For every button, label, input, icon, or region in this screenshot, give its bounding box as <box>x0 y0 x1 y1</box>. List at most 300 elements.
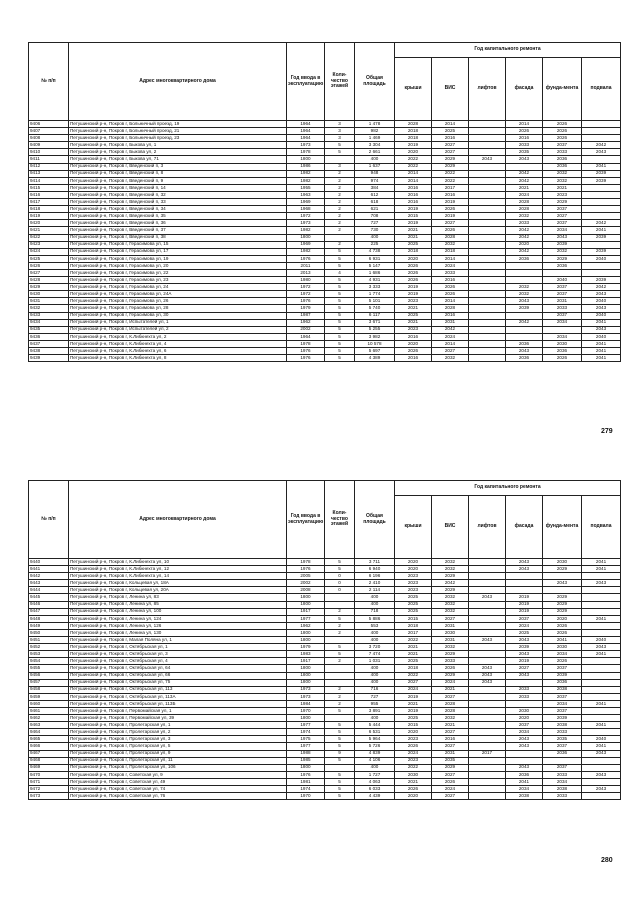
cell-year-built: 1978 <box>287 149 325 156</box>
cell-year-built: 1800 <box>287 665 325 672</box>
cell-basement <box>582 672 621 679</box>
cell-basement: 2041 <box>582 722 621 729</box>
cell-floors: 2 <box>325 693 355 700</box>
cell-num: 9432 <box>29 305 69 312</box>
cell-num: 9415 <box>29 184 69 191</box>
cell-year-built: 1972 <box>287 284 325 291</box>
cell-facade: 2021 <box>506 184 543 191</box>
cell-facade: 2024 <box>506 622 543 629</box>
register-table <box>28 42 621 362</box>
cell-num: 9436 <box>29 333 69 340</box>
cell-basement <box>582 156 621 163</box>
cell-address: Петушинский р-н, Покров г, Октябрьская ул, 64 <box>69 665 287 672</box>
cell-elevators <box>469 333 506 340</box>
table-row <box>29 743 621 750</box>
cell-floors: 2 <box>325 686 355 693</box>
cell-floors <box>325 665 355 672</box>
cell-address: Петушинский р-н, Покров г, К.Либкнехта ул, 14 <box>69 573 287 580</box>
cell-address: Петушинский р-н, Покров г, Ленина ул, 83 <box>69 594 287 601</box>
cell-area: 4 439 <box>355 793 395 800</box>
cell-area: 1 774 <box>355 291 395 298</box>
cell-area: 2 661 <box>355 149 395 156</box>
cell-basement <box>582 191 621 198</box>
cell-basement <box>582 622 621 629</box>
cell-facade: 2026 <box>506 128 543 135</box>
cell-area: 982 <box>355 128 395 135</box>
table-row <box>29 241 621 248</box>
cell-floors: 5 <box>325 333 355 340</box>
register-table <box>28 480 621 800</box>
cell-vis: 2014 <box>432 121 469 128</box>
cell-num: 9427 <box>29 269 69 276</box>
cell-vis: 2029 <box>432 651 469 658</box>
cell-year-built: 1800 <box>287 629 325 636</box>
cell-num: 9452 <box>29 644 69 651</box>
cell-facade: 2034 <box>506 786 543 793</box>
cell-num: 9429 <box>29 284 69 291</box>
cell-elevators <box>469 729 506 736</box>
cell-floors: 5 <box>325 743 355 750</box>
cell-vis: 2027 <box>432 149 469 156</box>
cell-area: 400 <box>355 629 395 636</box>
cell-year-built: 2002 <box>287 326 325 333</box>
cell-year-built: 2013 <box>287 269 325 276</box>
cell-year-built: 1985 <box>287 757 325 764</box>
cell-facade: 2019 <box>506 601 543 608</box>
cell-address: Петушинский р-н, Покров г, Октябрьская ул, 1 <box>69 644 287 651</box>
cell-roof: 2023 <box>395 587 432 594</box>
cell-num: 9419 <box>29 213 69 220</box>
cell-num: 9460 <box>29 700 69 707</box>
table-row <box>29 319 621 326</box>
cell-elevators <box>469 227 506 234</box>
cell-roof: 2022 <box>395 156 432 163</box>
cell-num: 9459 <box>29 693 69 700</box>
cell-basement <box>582 764 621 771</box>
cell-year-built: 1800 <box>287 715 325 722</box>
cell-num: 9463 <box>29 722 69 729</box>
table-row <box>29 644 621 651</box>
cell-facade: 2032 <box>506 291 543 298</box>
cell-num: 9411 <box>29 156 69 163</box>
cell-address: Петушинский р-н, Покров г, Октябрьская ул, 3 <box>69 651 287 658</box>
cell-roof: 2020 <box>395 149 432 156</box>
cell-vis: 2028 <box>432 305 469 312</box>
cell-year-built: 1982 <box>287 170 325 177</box>
cell-year-built: 1973 <box>287 142 325 149</box>
table-row <box>29 206 621 213</box>
table-row <box>29 658 621 665</box>
cell-vis: 2027 <box>432 729 469 736</box>
cell-area: 400 <box>355 715 395 722</box>
cell-basement: 2043 <box>582 149 621 156</box>
cell-basement: 2041 <box>582 163 621 170</box>
cell-floors <box>325 234 355 241</box>
cell-foundation: 2037 <box>543 312 582 319</box>
cell-foundation: 2037 <box>543 206 582 213</box>
cell-roof: 2023 <box>395 736 432 743</box>
table-row <box>29 184 621 191</box>
cell-roof: 2025 <box>395 715 432 722</box>
cell-facade <box>506 573 543 580</box>
cell-basement: 2042 <box>582 220 621 227</box>
table-row <box>29 672 621 679</box>
header-floors: Коли-чество этажей <box>325 43 355 121</box>
cell-area: 974 <box>355 177 395 184</box>
cell-floors: 2 <box>325 199 355 206</box>
header-roof: крыши <box>395 496 432 559</box>
cell-facade: 2033 <box>506 686 543 693</box>
cell-area: 1 686 <box>355 269 395 276</box>
cell-roof: 2018 <box>395 248 432 255</box>
cell-floors: 2 <box>325 658 355 665</box>
cell-vis: 2018 <box>432 248 469 255</box>
cell-foundation: 2038 <box>543 786 582 793</box>
cell-facade: 2030 <box>506 707 543 714</box>
cell-num: 9438 <box>29 348 69 355</box>
cell-basement: 2039 <box>582 234 621 241</box>
cell-year-built: 1970 <box>287 707 325 714</box>
cell-facade: 2042 <box>506 177 543 184</box>
table-row <box>29 559 621 566</box>
cell-elevators <box>469 651 506 658</box>
cell-year-built: 1976 <box>287 348 325 355</box>
table-row <box>29 757 621 764</box>
table-row <box>29 715 621 722</box>
cell-basement: 2039 <box>582 248 621 255</box>
cell-area: 5 726 <box>355 743 395 750</box>
cell-vis: 2032 <box>432 715 469 722</box>
cell-area: 6 196 <box>355 573 395 580</box>
table-row <box>29 305 621 312</box>
cell-vis: 2027 <box>432 142 469 149</box>
cell-elevators <box>469 658 506 665</box>
cell-address: Петушинский р-н, Покров г, Пролетарская ул, 2 <box>69 729 287 736</box>
cell-foundation: 2036 <box>543 163 582 170</box>
cell-roof: 2023 <box>395 580 432 587</box>
table-row <box>29 326 621 333</box>
cell-facade <box>506 277 543 284</box>
cell-year-built: 1962 <box>287 622 325 629</box>
cell-elevators <box>469 355 506 362</box>
cell-floors: 5 <box>325 262 355 269</box>
cell-facade: 2033 <box>506 142 543 149</box>
cell-elevators <box>469 135 506 142</box>
cell-foundation: 2034 <box>543 333 582 340</box>
cell-floors: 0 <box>325 587 355 594</box>
cell-floors <box>325 601 355 608</box>
cell-vis: 2029 <box>432 587 469 594</box>
table-row <box>29 573 621 580</box>
cell-elevators <box>469 566 506 573</box>
cell-roof: 2025 <box>395 608 432 615</box>
cell-foundation: 2030 <box>543 559 582 566</box>
table-row <box>29 262 621 269</box>
cell-elevators <box>469 128 506 135</box>
cell-elevators <box>469 686 506 693</box>
cell-facade <box>506 750 543 757</box>
cell-basement <box>582 184 621 191</box>
cell-facade: 2038 <box>506 793 543 800</box>
table-row <box>29 736 621 743</box>
cell-roof: 2018 <box>395 135 432 142</box>
cell-address: Петушинский р-н, Покров г, Герасимова ул, 24 <box>69 284 287 291</box>
cell-year-built: 1977 <box>287 722 325 729</box>
cell-vis: 2042 <box>432 326 469 333</box>
cell-area: 225 <box>355 241 395 248</box>
cell-facade: 2043 <box>506 672 543 679</box>
cell-year-built: 1973 <box>287 686 325 693</box>
cell-facade: 2019 <box>506 594 543 601</box>
cell-area: 6 117 <box>355 312 395 319</box>
cell-facade: 2034 <box>506 729 543 736</box>
cell-area: 3 982 <box>355 333 395 340</box>
cell-basement <box>582 262 621 269</box>
cell-address: Петушинский р-н, Покров г, Больничный проезд, 19 <box>69 121 287 128</box>
cell-num: 9465 <box>29 736 69 743</box>
cell-elevators: 2043 <box>469 637 506 644</box>
cell-address: Петушинский р-н, Покров г, Герасимова ул, 30 <box>69 312 287 319</box>
table-row <box>29 312 621 319</box>
cell-foundation: 2041 <box>543 637 582 644</box>
table-row <box>29 764 621 771</box>
cell-area: 4 839 <box>355 750 395 757</box>
cell-num: 9444 <box>29 587 69 594</box>
cell-num: 9428 <box>29 277 69 284</box>
cell-roof: 2023 <box>395 298 432 305</box>
cell-address: Петушинский р-н, Покров г, Введенский п, 36 <box>69 220 287 227</box>
header-foundation: фунда-мента <box>543 58 582 121</box>
cell-foundation <box>543 269 582 276</box>
cell-floors: 2 <box>325 191 355 198</box>
table-row <box>29 348 621 355</box>
header-elevators: лифтов <box>469 496 506 559</box>
cell-basement <box>582 715 621 722</box>
table-row <box>29 566 621 573</box>
cell-address: Петушинский р-н, Покров г, Пролетарская ул, 106 <box>69 764 287 771</box>
cell-num: 9461 <box>29 707 69 714</box>
cell-year-built: 1983 <box>287 651 325 658</box>
table-body <box>29 559 621 800</box>
cell-foundation <box>543 587 582 594</box>
cell-facade <box>506 326 543 333</box>
cell-year-built: 1969 <box>287 199 325 206</box>
cell-area: 4 738 <box>355 248 395 255</box>
cell-foundation: 2032 <box>543 248 582 255</box>
cell-address: Петушинский р-н, Покров г, Ленина ул, 126 <box>69 622 287 629</box>
cell-area: 400 <box>355 665 395 672</box>
cell-elevators <box>469 284 506 291</box>
cell-basement: 2041 <box>582 700 621 707</box>
cell-floors: 5 <box>325 142 355 149</box>
cell-vis: 2016 <box>432 312 469 319</box>
header-area: Общая площадь <box>355 481 395 559</box>
cell-floors: 5 <box>325 651 355 658</box>
cell-vis: 2022 <box>432 170 469 177</box>
cell-foundation: 2033 <box>543 149 582 156</box>
table-row <box>29 601 621 608</box>
cell-facade: 2036 <box>506 771 543 778</box>
cell-basement <box>582 729 621 736</box>
cell-address: Петушинский р-н, Покров г, Введенский п, 32 <box>69 191 287 198</box>
cell-num: 9413 <box>29 170 69 177</box>
cell-basement: 2041 <box>582 651 621 658</box>
cell-foundation: 2023 <box>543 191 582 198</box>
cell-elevators <box>469 184 506 191</box>
cell-elevators <box>469 255 506 262</box>
cell-num: 9440 <box>29 559 69 566</box>
table-row <box>29 665 621 672</box>
cell-elevators <box>469 793 506 800</box>
cell-address: Петушинский р-н, Покров г, Ленина ул, 100 <box>69 608 287 615</box>
table-row <box>29 786 621 793</box>
cell-address: Петушинский р-н, Покров г, Пролетарская ул, 11 <box>69 757 287 764</box>
cell-foundation: 2039 <box>543 672 582 679</box>
cell-vis: 2032 <box>432 566 469 573</box>
cell-roof: 2022 <box>395 672 432 679</box>
cell-roof: 2016 <box>395 199 432 206</box>
cell-year-built: 1970 <box>287 793 325 800</box>
cell-year-built: 1986 <box>287 163 325 170</box>
cell-year-built: 1980 <box>287 277 325 284</box>
table-row <box>29 135 621 142</box>
cell-num: 9406 <box>29 121 69 128</box>
cell-year-built: 1982 <box>287 227 325 234</box>
cell-basement: 2041 <box>582 615 621 622</box>
cell-area: 6 531 <box>355 729 395 736</box>
cell-vis: 2027 <box>432 743 469 750</box>
cell-foundation: 2043 <box>543 234 582 241</box>
cell-area: 3 711 <box>355 559 395 566</box>
cell-roof: 2024 <box>395 686 432 693</box>
cell-roof: 2021 <box>395 319 432 326</box>
table-row <box>29 679 621 686</box>
cell-num: 9449 <box>29 622 69 629</box>
cell-vis: 2042 <box>432 580 469 587</box>
cell-address: Петушинский р-н, Покров г, Октябрьская ул, 113Б <box>69 700 287 707</box>
cell-address: Петушинский р-н, Покров г, Пролетарская ул, 5 <box>69 743 287 750</box>
table-row <box>29 291 621 298</box>
cell-vis: 2028 <box>432 707 469 714</box>
cell-num: 9442 <box>29 573 69 580</box>
cell-address: Петушинский р-н, Покров г, Введенский п, 33 <box>69 199 287 206</box>
cell-roof: 2016 <box>395 191 432 198</box>
cell-floors: 2 <box>325 622 355 629</box>
cell-year-built: 2008 <box>287 587 325 594</box>
cell-foundation: 2034 <box>543 319 582 326</box>
cell-facade: 2042 <box>506 234 543 241</box>
cell-num: 9423 <box>29 241 69 248</box>
cell-facade: 2033 <box>506 220 543 227</box>
cell-roof: 2018 <box>395 622 432 629</box>
cell-area: 7 474 <box>355 651 395 658</box>
cell-roof: 2019 <box>395 291 432 298</box>
cell-address: Петушинский р-н, Покров г, Пролетарская ул, 3 <box>69 736 287 743</box>
cell-year-built: 1964 <box>287 128 325 135</box>
cell-roof: 2015 <box>395 722 432 729</box>
cell-basement: 2040 <box>582 736 621 743</box>
cell-address: Петушинский р-н, Покров г, Введенский п, 9 <box>69 177 287 184</box>
cell-basement: 2041 <box>582 319 621 326</box>
cell-num: 9445 <box>29 594 69 601</box>
cell-elevators <box>469 743 506 750</box>
header-elevators: лифтов <box>469 58 506 121</box>
cell-elevators: 2043 <box>469 594 506 601</box>
cell-address: Петушинский р-н, Покров г, Герасимова ул, 23 <box>69 277 287 284</box>
cell-address: Петушинский р-н, Покров г, Первомайская ул, 39 <box>69 715 287 722</box>
header-foundation: фунда-мента <box>543 496 582 559</box>
cell-facade <box>506 587 543 594</box>
cell-year-built: 1800 <box>287 594 325 601</box>
cell-basement: 2041 <box>582 355 621 362</box>
cell-roof: 2017 <box>395 629 432 636</box>
cell-foundation: 2037 <box>543 743 582 750</box>
cell-vis: 2031 <box>432 319 469 326</box>
cell-vis: 2017 <box>432 184 469 191</box>
cell-facade <box>506 679 543 686</box>
cell-foundation: 2033 <box>543 771 582 778</box>
cell-roof: 2026 <box>395 348 432 355</box>
cell-address: Петушинский р-н, Покров г, Быкова ул, 2 <box>69 149 287 156</box>
cell-area: 2 410 <box>355 580 395 587</box>
cell-year-built: 1963 <box>287 191 325 198</box>
header-facade: фасада <box>506 58 543 121</box>
header-repair-group: Год капитального ремонта <box>395 481 621 496</box>
cell-address: Петушинский р-н, Покров г, Советская ул, 74 <box>69 786 287 793</box>
cell-roof: 2024 <box>395 750 432 757</box>
cell-facade: 2019 <box>506 658 543 665</box>
cell-area: 4 063 <box>355 778 395 785</box>
table-row <box>29 121 621 128</box>
cell-basement <box>582 135 621 142</box>
cell-elevators <box>469 170 506 177</box>
cell-basement: 2043 <box>582 305 621 312</box>
cell-num: 9434 <box>29 319 69 326</box>
cell-area: 3 891 <box>355 707 395 714</box>
cell-roof: 2025 <box>395 312 432 319</box>
cell-vis: 2028 <box>432 234 469 241</box>
cell-facade: 2043 <box>506 651 543 658</box>
cell-facade: 2027 <box>506 665 543 672</box>
cell-foundation: 2040 <box>543 277 582 284</box>
cell-elevators: 2043 <box>469 665 506 672</box>
cell-elevators <box>469 715 506 722</box>
header-basement: подвала <box>582 58 621 121</box>
cell-foundation: 2026 <box>543 355 582 362</box>
cell-vis: 2033 <box>432 658 469 665</box>
table-row <box>29 778 621 785</box>
cell-foundation: 2036 <box>543 156 582 163</box>
table-row <box>29 298 621 305</box>
table-row <box>29 700 621 707</box>
cell-area: 955 <box>355 700 395 707</box>
cell-floors: 5 <box>325 255 355 262</box>
cell-basement: 2043 <box>582 750 621 757</box>
cell-facade: 2039 <box>506 305 543 312</box>
cell-area: 727 <box>355 220 395 227</box>
cell-area: 5 255 <box>355 326 395 333</box>
cell-floors: 3 <box>325 135 355 142</box>
cell-address: Петушинский р-н, Покров г, Герасимова ул, 22 <box>69 269 287 276</box>
cell-roof: 2026 <box>395 277 432 284</box>
cell-year-built: 1973 <box>287 693 325 700</box>
cell-year-built: 1976 <box>287 771 325 778</box>
cell-area: 621 <box>355 206 395 213</box>
cell-address: Петушинский р-н, Покров г, К.Либкнехта ул, 10 <box>69 559 287 566</box>
cell-basement <box>582 121 621 128</box>
cell-floors: 2 <box>325 170 355 177</box>
cell-roof: 2026 <box>395 786 432 793</box>
